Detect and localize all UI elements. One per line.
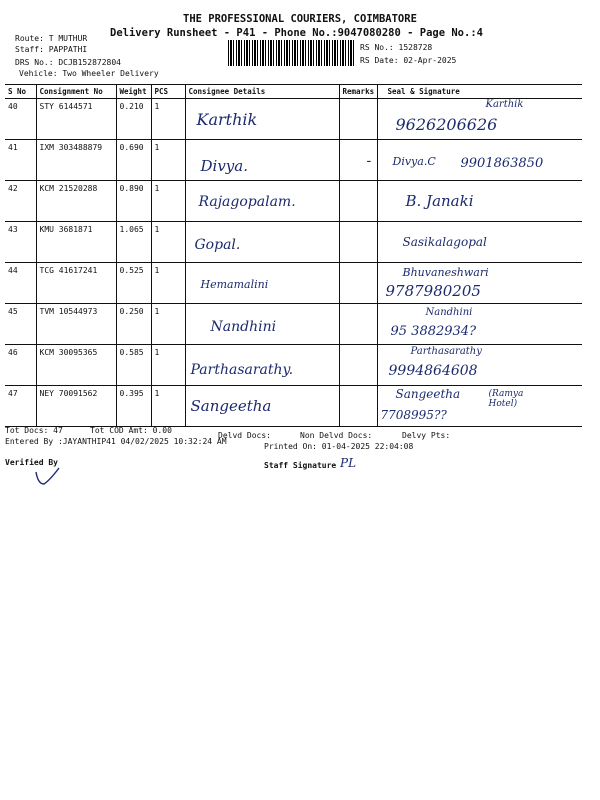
- consignment-cell: KCM 21520288: [36, 181, 116, 222]
- consignment-cell: TVM 10544973: [36, 304, 116, 345]
- delivery-points: Delvy Pts:: [402, 431, 451, 440]
- pcs-cell: 1: [151, 140, 185, 181]
- remarks-mark: -: [366, 153, 372, 169]
- weight-cell: 0.525: [116, 263, 151, 304]
- pcs-cell: 1: [151, 304, 185, 345]
- vehicle-label: Vehicle: Two Wheeler Delivery: [19, 69, 159, 78]
- consignee-cell: [185, 140, 339, 181]
- col-header-consignment: Consignment No: [36, 85, 116, 99]
- seal-signature: Divya.C: [392, 155, 436, 168]
- consignee-cell: [185, 304, 339, 345]
- table-header-row: [5, 85, 582, 99]
- verified-by-label: Verified By: [5, 458, 58, 467]
- seal-cell: [377, 181, 582, 222]
- staff-label: Staff: PAPPATHI: [15, 45, 88, 54]
- consignment-cell: KMU 3681871: [36, 222, 116, 263]
- seal-cell: [377, 263, 582, 304]
- table-row: [5, 99, 582, 140]
- seal-signature: Sasikalagopal: [402, 235, 487, 249]
- table-row: [5, 345, 582, 386]
- total-docs: Tot Docs: 47: [5, 426, 63, 435]
- rs-date: RS Date: 02-Apr-2025: [360, 56, 457, 65]
- col-header-sno: S No: [5, 85, 36, 99]
- sno-cell: 41: [5, 140, 36, 181]
- seal-signature: Karthik: [485, 99, 524, 110]
- sno-cell: 42: [5, 181, 36, 222]
- printed-on: Printed On: 01-04-2025 22:04:08: [264, 442, 414, 451]
- sno-cell: 43: [5, 222, 36, 263]
- sno-cell: 46: [5, 345, 36, 386]
- seal-signature: Bhuvaneshwari: [402, 266, 489, 279]
- pcs-cell: 1: [151, 99, 185, 140]
- remarks-cell: [339, 181, 377, 222]
- remarks-cell: [339, 222, 377, 263]
- consignment-cell: IXM 303488879: [36, 140, 116, 181]
- table-row: [5, 140, 582, 181]
- table-row: [5, 263, 582, 304]
- consignee-handwriting: Gopal.: [194, 237, 241, 253]
- remarks-cell: [339, 345, 377, 386]
- table-row: [5, 304, 582, 345]
- seal-signature: Parthasarathy: [410, 346, 482, 357]
- pcs-cell: 1: [151, 386, 185, 427]
- seal-phone: 7708995??: [380, 408, 447, 422]
- seal-signature: Sangeetha: [395, 387, 461, 401]
- non-delivered-docs: Non Delvd Docs:: [300, 431, 373, 440]
- weight-cell: 1.065: [116, 222, 151, 263]
- seal-cell: [377, 386, 582, 427]
- col-header-weight: Weight: [116, 85, 151, 99]
- company-title: THE PROFESSIONAL COURIERS, COIMBATORE: [183, 13, 417, 25]
- seal-signature: Nandhini: [425, 307, 473, 318]
- consignee-handwriting: Parthasarathy.: [190, 362, 294, 378]
- sno-cell: 47: [5, 386, 36, 427]
- col-header-pcs: PCS: [151, 85, 185, 99]
- seal-cell: [377, 345, 582, 386]
- table-row: [5, 181, 582, 222]
- seal-phone: 9787980205: [385, 282, 481, 300]
- consignee-cell: [185, 99, 339, 140]
- staff-signature-mark: PL: [340, 456, 357, 470]
- seal-cell: [377, 222, 582, 263]
- seal-phone: 9994864608: [388, 363, 478, 379]
- sno-cell: 40: [5, 99, 36, 140]
- consignee-handwriting: Karthik: [196, 110, 258, 129]
- route-label: Route: T MUTHUR: [15, 34, 88, 43]
- verified-tick-mark: [32, 466, 62, 488]
- consignee-handwriting: Hemamalini: [200, 278, 269, 291]
- consignee-cell: [185, 345, 339, 386]
- pcs-cell: 1: [151, 345, 185, 386]
- consignee-cell: [185, 386, 339, 427]
- col-header-consignee: Consignee Details: [185, 85, 339, 99]
- weight-cell: 0.585: [116, 345, 151, 386]
- col-header-seal: Seal & Signature: [377, 85, 582, 99]
- runsheet-table: [5, 84, 582, 427]
- seal-signature: B. Janaki: [405, 192, 474, 210]
- seal-phone: 9626206626: [395, 115, 498, 134]
- weight-cell: 0.210: [116, 99, 151, 140]
- seal-phone: 95 3882934?: [390, 324, 477, 339]
- seal-cell: [377, 304, 582, 345]
- col-header-remarks: Remarks: [339, 85, 377, 99]
- entered-by: Entered By :JAYANTHIP41 04/02/2025 10:32:24 AM: [5, 437, 227, 446]
- staff-signature-label: Staff Signature: [264, 461, 337, 470]
- remarks-cell: [339, 386, 377, 427]
- consignee-cell: [185, 181, 339, 222]
- seal-cell: [377, 99, 582, 140]
- rs-number: RS No.: 1528728: [360, 43, 433, 52]
- remarks-cell: [339, 263, 377, 304]
- consignee-handwriting: Nandhini: [210, 319, 277, 335]
- remarks-cell: [339, 99, 377, 140]
- table-row: [5, 386, 582, 427]
- seal-phone: 9901863850: [460, 156, 544, 171]
- seal-note: (Ramya Hotel): [488, 389, 524, 409]
- pcs-cell: 1: [151, 222, 185, 263]
- remarks-cell: [339, 304, 377, 345]
- barcode-image: [228, 40, 355, 66]
- drs-number: DRS No.: DCJB152872804: [15, 58, 121, 67]
- weight-cell: 0.395: [116, 386, 151, 427]
- sno-cell: 44: [5, 263, 36, 304]
- consignment-cell: STY 6144571: [36, 99, 116, 140]
- pcs-cell: 1: [151, 181, 185, 222]
- consignment-cell: KCM 30095365: [36, 345, 116, 386]
- consignee-cell: [185, 263, 339, 304]
- consignee-handwriting: Divya.: [200, 157, 248, 175]
- consignment-cell: TCG 41617241: [36, 263, 116, 304]
- weight-cell: 0.250: [116, 304, 151, 345]
- remarks-cell: [339, 140, 377, 181]
- weight-cell: 0.890: [116, 181, 151, 222]
- consignment-cell: NEY 70091562: [36, 386, 116, 427]
- delivered-docs: Delvd Docs:: [218, 431, 271, 440]
- consignee-cell: [185, 222, 339, 263]
- consignee-handwriting: Sangeetha: [190, 397, 272, 415]
- total-cod-amount: Tot COD Amt: 0.00: [90, 426, 172, 435]
- runsheet-title: Delivery Runsheet - P41 - Phone No.:9047080280 - Page No.:4: [110, 27, 483, 39]
- sno-cell: 45: [5, 304, 36, 345]
- seal-cell: [377, 140, 582, 181]
- pcs-cell: 1: [151, 263, 185, 304]
- consignee-handwriting: Rajagopalam.: [198, 194, 296, 210]
- weight-cell: 0.690: [116, 140, 151, 181]
- table-row: [5, 222, 582, 263]
